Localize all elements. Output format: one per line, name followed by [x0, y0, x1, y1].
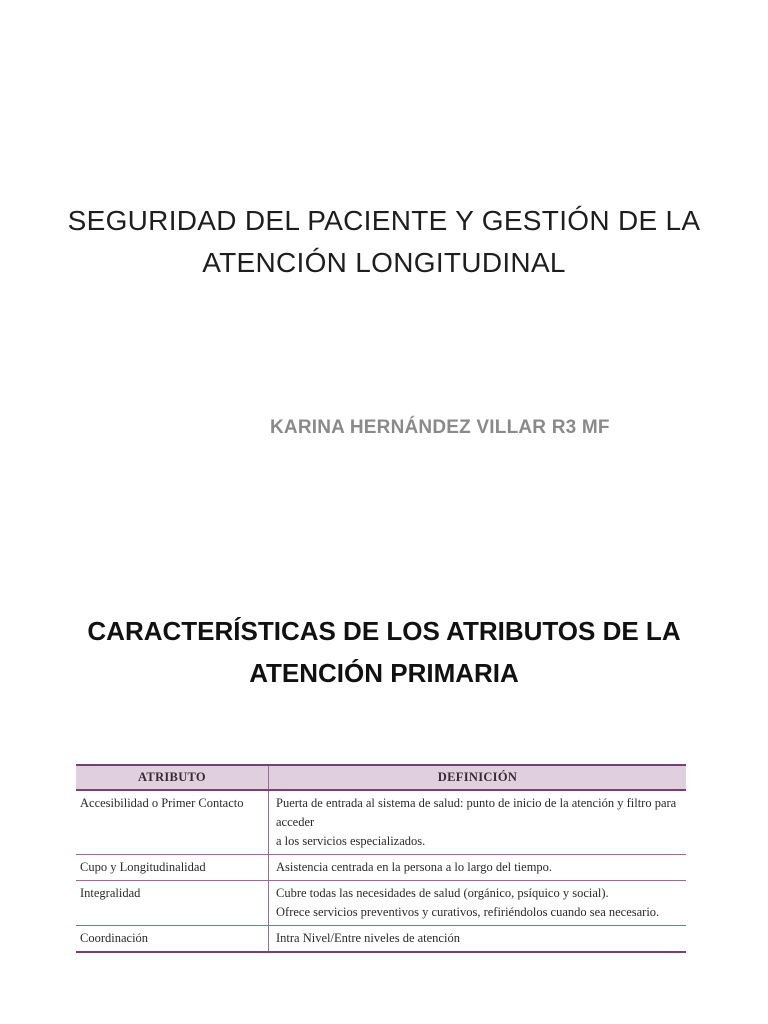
- title-line-1: SEGURIDAD DEL PACIENTE Y GESTIÓN DE LA: [67, 205, 701, 236]
- table-row: [76, 855, 686, 881]
- definition-cell: [269, 926, 687, 953]
- definition-line: Asistencia centrada en la persona a lo largo del tiempo.: [276, 860, 553, 874]
- table-header-row: [76, 765, 686, 790]
- table-row: [76, 926, 686, 953]
- definition-line: Cubre todas las necesidades de salud (orgánico, psíquico y social).: [276, 886, 609, 900]
- section-title: [40, 610, 728, 694]
- definition-line: Intra Nivel/Entre niveles de atención: [276, 931, 460, 945]
- title-line-2: ATENCIÓN LONGITUDINAL: [202, 247, 566, 278]
- presentation-title: [40, 200, 728, 284]
- header-definicion: DEFINICIÓN: [269, 765, 687, 790]
- definition-cell: [269, 790, 687, 855]
- attribute-cell: Integralidad: [76, 881, 269, 926]
- definition-line: Puerta de entrada al sistema de salud: punto de inicio de la atención y filtro para acceder: [276, 796, 677, 829]
- table-row: [76, 881, 686, 926]
- attribute-cell: Coordinación: [76, 926, 269, 953]
- section-title-line-1: CARACTERÍSTICAS DE LOS ATRIBUTOS DE LA: [87, 616, 681, 646]
- section-title-line-2: ATENCIÓN PRIMARIA: [249, 658, 519, 688]
- table-row: [76, 790, 686, 855]
- author-subtitle: KARINA HERNÁNDEZ VILLAR R3 MF: [270, 417, 610, 438]
- attributes-table: [76, 764, 686, 953]
- header-atributo: ATRIBUTO: [76, 765, 269, 790]
- attribute-cell: Accesibilidad o Primer Contacto: [76, 790, 269, 855]
- definition-line: Ofrece servicios preventivos y curativos, refiriéndolos cuando sea necesario.: [276, 905, 660, 919]
- definition-line: a los servicios especializados.: [276, 834, 426, 848]
- definition-cell: [269, 855, 687, 881]
- definition-cell: [269, 881, 687, 926]
- attribute-cell: Cupo y Longitudinalidad: [76, 855, 269, 881]
